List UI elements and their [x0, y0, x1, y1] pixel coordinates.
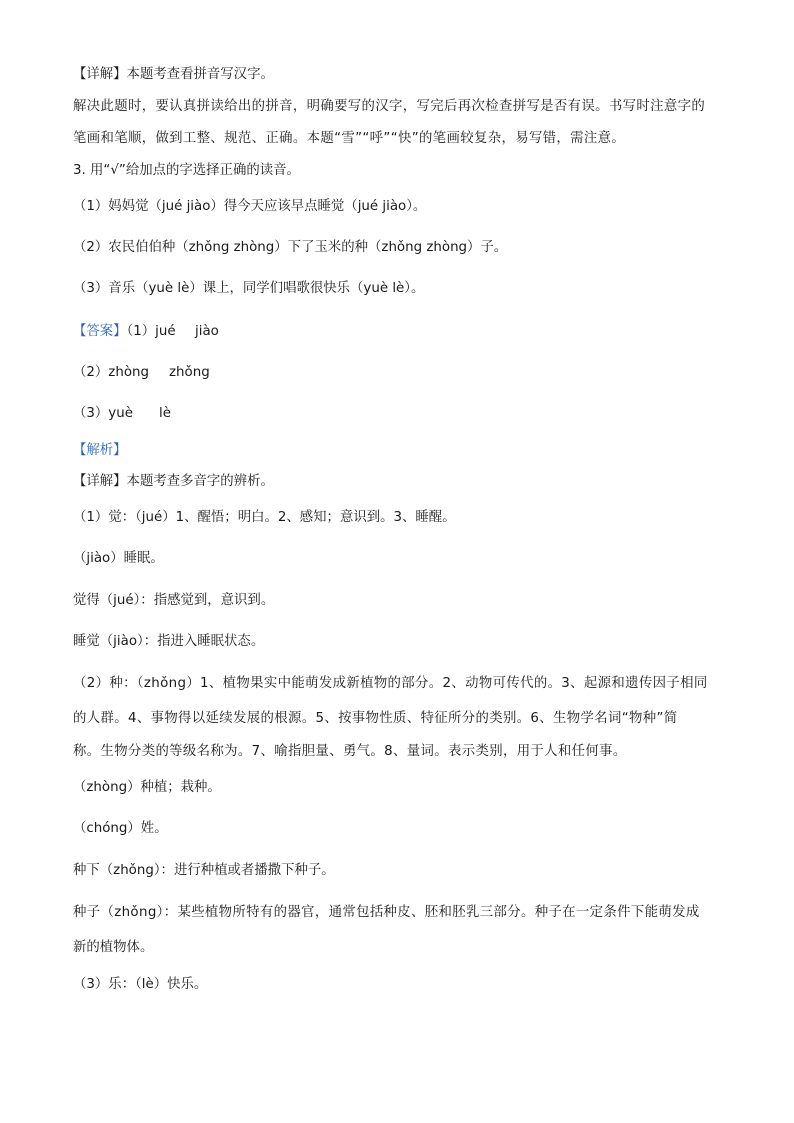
- answer-line-3: [73, 404, 171, 424]
- paragraph-line: 笔画和笔顺，做到工整、规范、正确。本题“雪”“呼”“快”的笔画较复杂，易写错，需注意。: [73, 131, 626, 146]
- answer-label: 【答案】: [73, 324, 127, 339]
- detail-heading-1: 【详解】本题考查看拼音写汉字。: [73, 67, 274, 82]
- explanation-zhong-3: 称。生物分类的等级名称为。7、喻指胆量、勇气。8、量词。表示类别，用于人和任何事。: [73, 744, 627, 759]
- question-item-3: （3）音乐（yuè lè）课上，同学们唱歌很快乐（yuè lè）。: [73, 281, 425, 296]
- explanation-zhongzi-1: 种子（zhǒng）：某些植物所特有的器官，通常包括种皮、胚和胚乳三部分。种子在一定条件下能萌发成: [73, 905, 700, 920]
- explanation-le: （3）乐：（lè）快乐。: [73, 977, 208, 992]
- explanation-zhongzi-2: 新的植物体。: [73, 940, 154, 955]
- explanation-zhong-1: （2）种：（zhǒng）1、植物果实中能萌发成新植物的部分。2、动物可传代的。3、起源和遗传因子相同: [73, 676, 708, 691]
- explanation-zhong-2: 的人群。4、事物得以延续发展的根源。5、按事物性质、特征所分的类别。6、生物学名词“物种”简: [73, 711, 678, 726]
- explanation-chong: （chóng）姓。: [73, 821, 168, 836]
- question-item-2: （2）农民伯伯种（zhǒng zhòng）下了玉米的种（zhǒng zhòng）子。: [73, 240, 508, 255]
- explanation-juede: 觉得（jué）：指感觉到，意识到。: [73, 593, 275, 608]
- answer-2b: zhǒng: [169, 365, 210, 380]
- answer-3b: lè: [159, 406, 171, 421]
- explanation-zhong-tone4: （zhòng）种植；栽种。: [73, 780, 221, 795]
- paragraph-line: 解决此题时，要认真拼读给出的拼音，明确要写的汉字，写完后再次检查拼写是否有误。书写时注意字的: [73, 99, 706, 114]
- question-item-1: （1）妈妈觉（jué jiào）得今天应该早点睡觉（jué jiào）。: [73, 199, 427, 214]
- answer-2a: （2）zhòng: [73, 365, 149, 380]
- answer-line-2: [73, 363, 210, 383]
- explanation-shuijiao: 睡觉（jiào）：指进入睡眠状态。: [73, 634, 265, 649]
- answer-1b: jiào: [195, 324, 219, 339]
- answer-3a: （3）yuè: [73, 406, 133, 421]
- explanation-zhongxia: 种下（zhǒng）：进行种植或者播撒下种子。: [73, 863, 335, 878]
- analysis-label: 【解析】: [73, 443, 127, 458]
- explanation-jue: （1）觉：（jué）1、醒悟；明白。2、感知；意识到。3、睡醒。: [73, 510, 456, 525]
- answer-line-1: [73, 322, 219, 342]
- detail-heading-2: 【详解】本题考查多音字的辨析。: [73, 474, 274, 489]
- question-3-title: 3. 用“√”给加点的字选择正确的读音。: [73, 163, 300, 178]
- answer-1a: （1）jué: [126, 324, 176, 339]
- explanation-jiao: （jiào）睡眠。: [73, 551, 164, 566]
